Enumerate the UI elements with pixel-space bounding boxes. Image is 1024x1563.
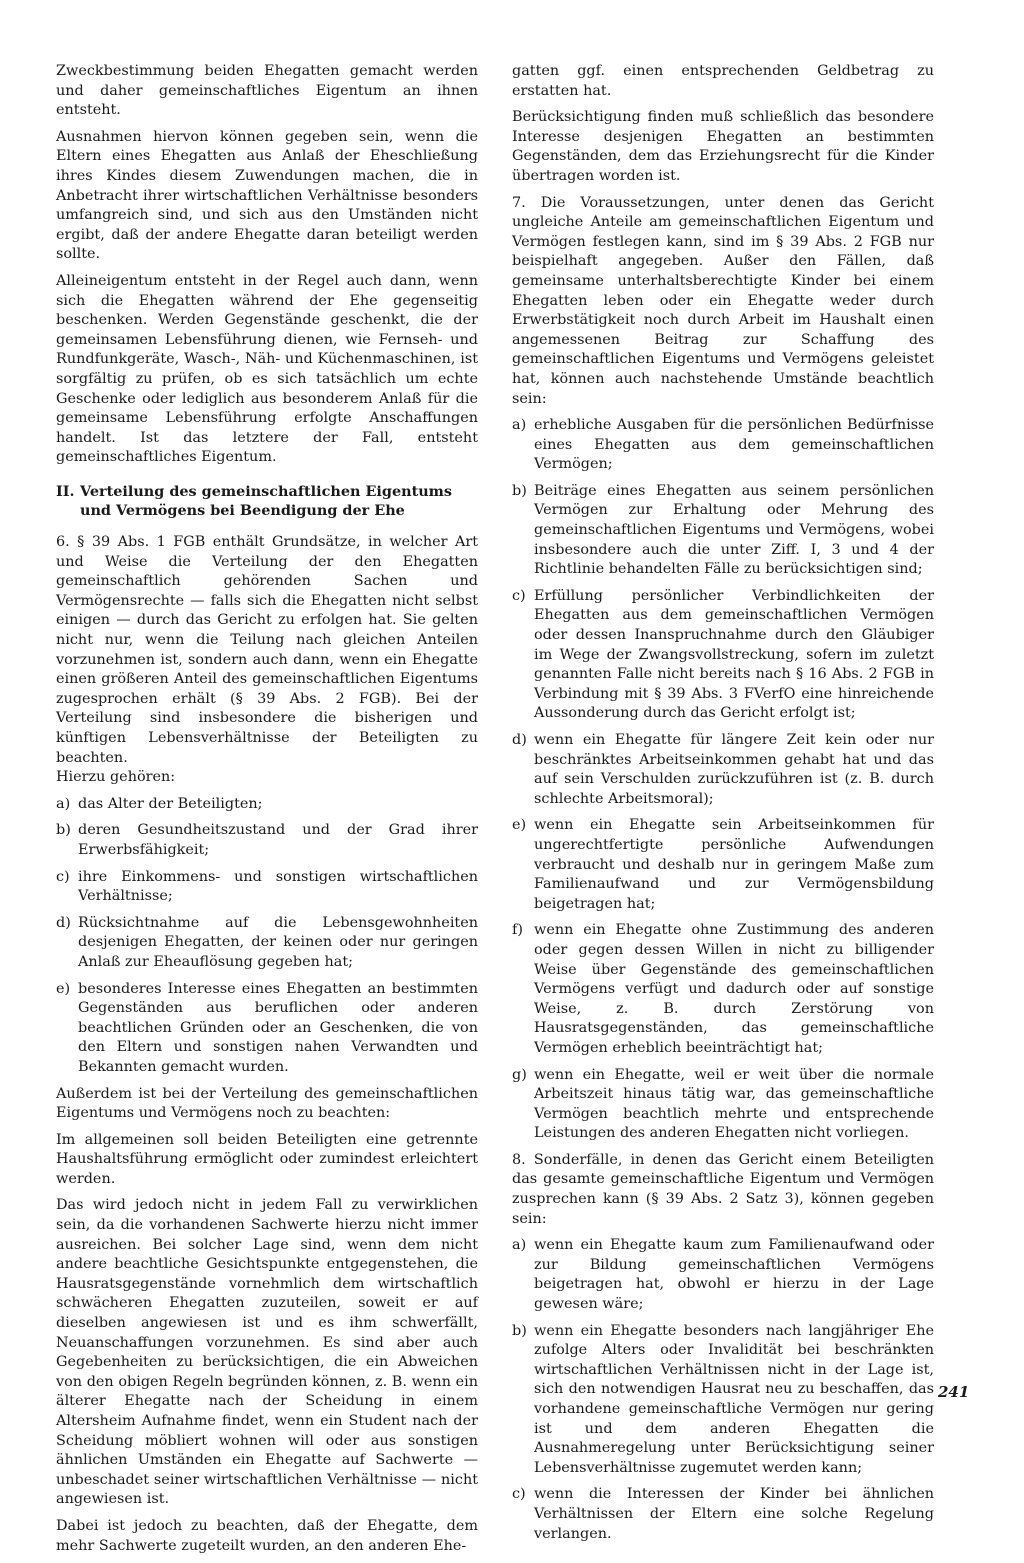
list-item [512, 587, 934, 724]
paragraph: 7. Die Voraussetzungen, unter denen das Gericht ungleiche Anteile am gemeinschaftlichen Eigentum und Vermögen festlegen kann, sind im § 39 Abs. 2 FGB nur beispielhaft angegeben. Außer den Fällen, daß gemeinsame unterhaltsberechtigte Kinder bei einem Ehegatten leben oder ein Ehegatte weder durch Erwerbstätigkeit noch durch Arbeit im Haushalt einen angemessenen Beitrag zur Schaffung des gemeinschaftlichen Eigentums und Vermögens geleistet hat, können auch nachstehende Umstände beachtlich sein: [512, 194, 934, 407]
paragraph: Hierzu gehören: [56, 769, 176, 786]
list-item-text: wenn ein Ehegatte besonders nach langjähriger Ehe zufolge Alters oder Invalidität bei beschränkten wirtschaftlichen Verhältnissen nicht in der Lage ist, sich den notwendigen Hausrat neu zu beschaffen, das vorhandene gemeinschaftliche Vermögen nur gering ist und dem anderen Ehegatten die Ausnahmeregelung unter Berücksichtigung seiner Lebensverhältnisse zugemutet werden kann; [534, 1322, 934, 1476]
list-item [56, 914, 478, 973]
list-item-text: wenn ein Ehegatte für längere Zeit kein oder nur beschränktes Arbeitseinkommen gehabt hat und das auf sein Verschulden zurückzuführen ist (z. B. durch schlechte Arbeitsmoral); [534, 732, 934, 807]
list-item [512, 416, 934, 475]
paragraph: Dabei ist jedoch zu beachten, daß der Ehegatte, dem mehr Sachwerte zugeteilt wurden, an den anderen Ehe- [56, 1517, 478, 1554]
list-item-label: d) [512, 732, 527, 748]
right-column [512, 62, 934, 1551]
list-item-text: wenn die Interessen der Kinder bei ähnlichen Verhältnissen der Eltern eine solche Regelung verlangen. [534, 1486, 934, 1542]
list-item-text: Beiträge eines Ehegatten aus seinem persönlichen Vermögen zur Erhaltung oder Mehrung des gemeinschaftlichen Eigentums und Vermögens, wobei insbesondere auch die unter Ziff. I, 3 und 4 der Richtlinie behandelten Fälle zu berücksichtigen sind; [534, 482, 934, 578]
list [512, 1236, 934, 1544]
list-item [512, 921, 934, 1058]
paragraph: Außerdem ist bei der Verteilung des gemeinschaftlichen Eigentums und Vermögens noch zu beachten: [56, 1085, 478, 1122]
list-item-text: Rücksichtnahme auf die Lebensgewohnheiten desjenigen Ehegatten, der keinen oder nur geringen Anlaß zur Eheauflösung gegeben hat; [78, 914, 478, 970]
paragraph: Alleineigentum entsteht in der Regel auch dann, wenn sich die Ehegatten während der Ehe gegenseitig beschenken. Werden Gegenstände geschenkt, die der gemeinsamen Lebensführung dienen, wie Fernseh- und Rundfunkgeräte, Wasch-, Näh- und Küchenmaschinen, ist sorgfältig zu prüfen, ob es sich tatsächlich um echte Geschenke oder lediglich aus besonderem Anlaß für die gemeinsame Lebensführung erfolgte Anschaffungen handelt. Ist das letztere der Fall, entsteht gemeinschaftliches Eigentum. [56, 272, 478, 466]
list-item-label: c) [56, 868, 70, 885]
list-item-label: b) [512, 482, 527, 499]
list-item [512, 816, 934, 914]
paragraph: Das wird jedoch nicht in jedem Fall zu verwirklichen sein, da die vorhandenen Sachwerte hierzu nicht immer ausreichen. Bei solcher Lage sind, wenn dem nicht andere beachtliche Gesichtspunkte entgegenstehen, die Hausratsgegenstände vornehmlich dem wirtschaftlich schwächeren Ehegatten zuzuteilen, soweit er auf dieselben angewiesen ist und es ihm schwerfällt, Neuanschaffungen vorzunehmen. Es sind aber auch Gegebenheiten zu berücksichtigen, die ein Abweichen von den obigen Regeln begründen können, z. B. wenn ein älterer Ehegatte nach der Scheidung in einem Altersheim Aufnahme findet, wenn ein Student nach der Scheidung möbliert wohnen will oder aus sonstigen ähnlichen Umständen ein Ehegatte auf Sachwerte — unbeschadet seiner wirtschaftlichen Verhältnisse — nicht angewiesen ist. [56, 1197, 478, 1508]
list [512, 416, 934, 1144]
list-item-label: c) [512, 587, 526, 604]
paragraph: 8. Sonderfälle, in denen das Gericht einem Beteiligten das gesamte gemeinschaftliche Eigentum und Vermögen zusprechen kann (§ 39 Abs. 2 Satz 3), können gegeben sein: [512, 1151, 934, 1227]
list-item-label: f) [512, 922, 523, 939]
list-item-label: a) [56, 795, 71, 812]
list-item [56, 980, 478, 1078]
list-item [512, 1485, 934, 1544]
paragraph: Zweckbestimmung beiden Ehegatten gemacht werden und daher gemeinschaftliches Eigentum an ihnen entsteht. [56, 63, 478, 119]
list-item-text: deren Gesundheitszustand und der Grad ihrer Erwerbsfähigkeit; [78, 822, 478, 858]
paragraph: gatten ggf. einen entsprechenden Geldbetrag zu erstatten hat. [512, 63, 934, 99]
list-item-text: erhebliche Ausgaben für die persönlichen Bedürfnisse eines Ehegatten aus dem gemeinschaftlichen Vermögen; [534, 417, 934, 473]
left-column [56, 62, 478, 1563]
list-item-text: wenn ein Ehegatte sein Arbeitseinkommen für ungerechtfertigte persönliche Aufwendungen verbraucht und deshalb nur in geringem Maße zum Familienaufwand und zur Vermögensbildung beigetragen hat; [534, 817, 934, 912]
list-item-label: b) [512, 1322, 527, 1339]
paragraph: 6. § 39 Abs. 1 FGB enthält Grundsätze, in welcher Art und Weise die Verteilung der den Ehegatten gemeinschaftlich gehörenden Sachen und Vermögensrechte — falls sich die Ehegatten nicht selbst einigen — durch das Gericht zu erfolgen hat. Sie gelten nicht nur, wenn die Teilung nach gleichen Anteilen vorzunehmen ist, sondern auch dann, wenn ein Ehegatte einen größeren Anteil des gemeinschaftlichen Eigentums zugesprochen erhält (§ 39 Abs. 2 FGB). Bei der Verteilung sind insbesondere die bisherigen und künftigen Lebensverhältnisse der Beteiligten zu beachten. [56, 534, 478, 766]
list-item-label: e) [56, 980, 71, 997]
page-number: 241 [938, 1383, 970, 1401]
list-item-text: wenn ein Ehegatte ohne Zustimmung des anderen oder gegen dessen Willen in nicht zu billigender Weise über Gegenstände des gemeinschaftlichen Vermögens verfügt und dadurch oder auf sonstige Weise, z. B. durch Zerstörung von Hausratsgegenständen, das gemeinschaftliche Vermögen erheblich beeinträchtigt hat; [534, 922, 934, 1056]
list-item-text: das Alter der Beteiligten; [78, 795, 263, 812]
list-item-label: d) [56, 914, 71, 931]
paragraph: Ausnahmen hiervon können gegeben sein, wenn die Eltern eines Ehegatten aus Anlaß der Eheschließung ihres Kindes diesem Zuwendungen machen, die in Anbetracht ihrer wirtschaftlichen Verhältnisse besonders umfangreich sind, und sich aus den Umständen nicht ergibt, daß der andere Ehegatte daran beteiligt werden sollte. [56, 128, 478, 263]
list-item [512, 482, 934, 580]
section-heading [56, 482, 478, 521]
paragraph: Berücksichtigung finden muß schließlich das besondere Interesse desjenigen Ehegatten an bestimmten Gegenständen, dem das Erziehungsrecht für die Kinder übertragen worden ist. [512, 109, 934, 184]
list-item-label: g) [512, 1066, 527, 1083]
list-item-label: b) [56, 822, 71, 839]
list-item [512, 1066, 934, 1144]
list-item [512, 1236, 934, 1314]
section-number: II. [56, 482, 75, 500]
list-item-label: a) [512, 1237, 527, 1254]
list-item-label: e) [512, 817, 527, 834]
list-item-text: Erfüllung persönlicher Verbindlichkeiten der Ehegatten aus dem gemeinschaftlichen Vermögen oder dessen Inanspruchnahme durch den Gläubiger im Wege der Zwangsvollstreckung, sofern im zuletzt genannten Falle nicht bereits nach § 16 Abs. 2 FGB in Verbindung mit § 39 Abs. 3 FVerfO eine hinreichende Aussonderung durch das Gericht erfolgt ist; [534, 587, 934, 722]
list-item-text: besonderes Interesse eines Ehegatten an bestimmten Gegenständen aus beruflichen oder anderen beachtlichen Gründen oder an Geschenken, die von den Eltern und sonstigen nahen Verwandten und Bekannten gemacht wurden. [78, 980, 478, 1075]
list [56, 795, 478, 1078]
section-title: Verteilung des gemeinschaftlichen Eigentums und Vermögens bei Beendigung der Ehe [80, 482, 453, 520]
list-item [56, 821, 478, 860]
list-item-label: a) [512, 417, 527, 434]
list-item [56, 868, 478, 907]
list-item-text: wenn ein Ehegatte, weil er weit über die normale Arbeitszeit hinaus tätig war, das gemeinschaftliche Vermögen beachtlich mehrte und entsprechende Leistungen des anderen Ehegatten nicht vorliegen. [534, 1066, 934, 1142]
list-item [56, 795, 478, 815]
list-item-text: wenn ein Ehegatte kaum zum Familienaufwand oder zur Bildung gemeinschaftlichen Vermögens beigetragen hat, obwohl er hierzu in der Lage gewesen wäre; [534, 1237, 934, 1313]
paragraph: Im allgemeinen soll beiden Beteiligten eine getrennte Haushaltsführung ermöglicht oder zumindest erleichtert werden. [56, 1131, 478, 1187]
list-item [512, 1322, 934, 1479]
list-item [512, 731, 934, 809]
list-item-label: c) [512, 1486, 526, 1503]
list-item-text: ihre Einkommens- und sonstigen wirtschaftlichen Verhältnisse; [78, 868, 478, 905]
